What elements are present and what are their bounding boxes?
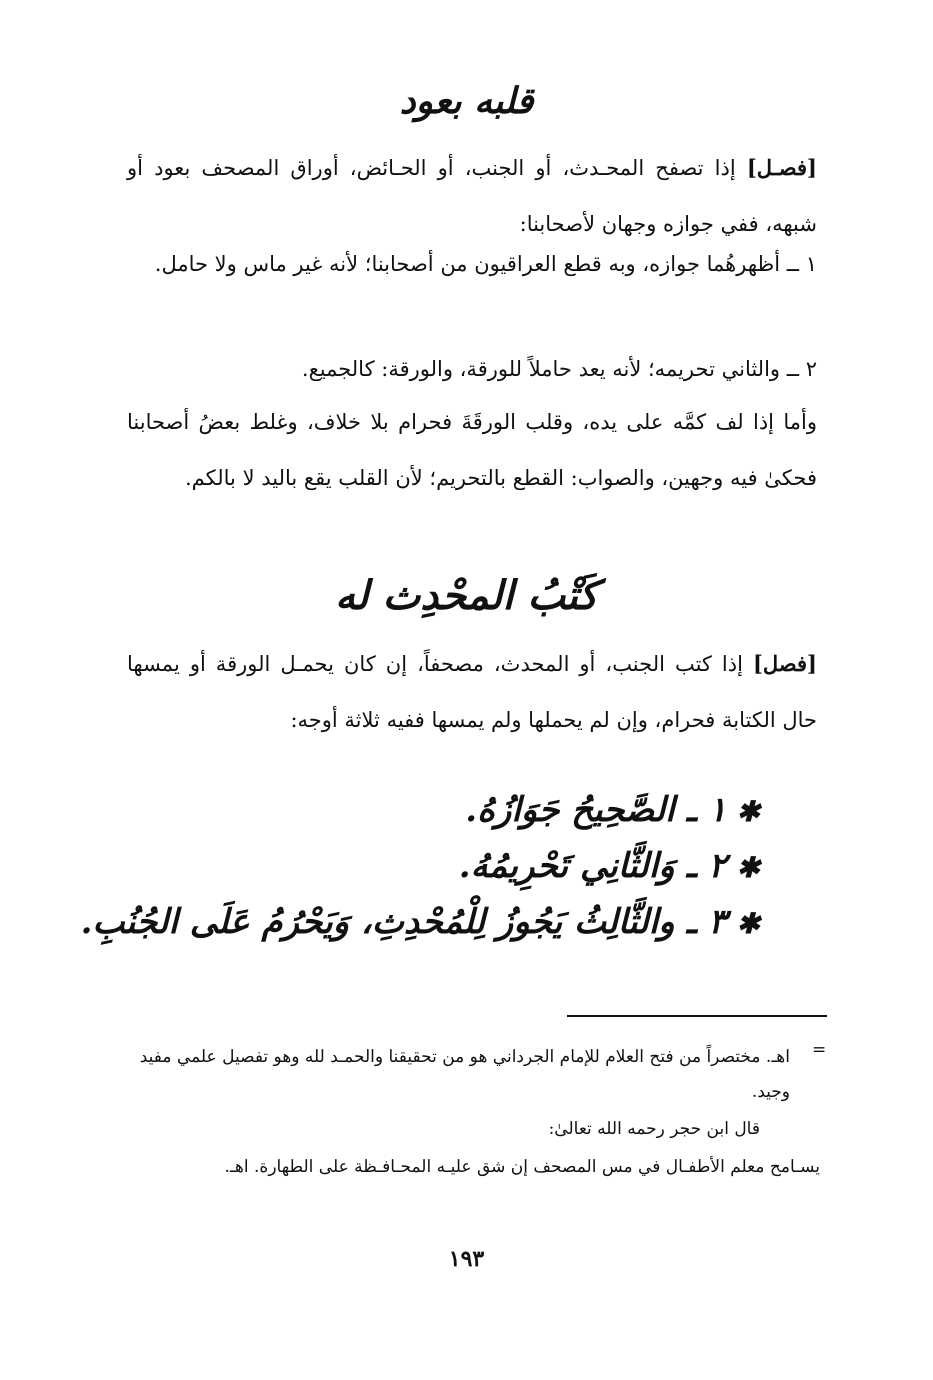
paragraph-sleeve: وأما إذا لف كمَّه على يده، وقلب الورقَةَ فحرام بلا خلاف، وغلط بعضُ أصحابنا فحكىٰ فيه وجهين، والصواب: القطع بالتحريم؛ لأن القلب يقع باليد لا بالكم. — [127, 410, 817, 490]
summary-item: ✱٢ ـ وَالثَّانِي تَحْرِيمُهُ. — [458, 846, 760, 886]
summary-item: ✱١ ـ الصَّحِيحُ جَوَازُهُ. — [465, 790, 760, 830]
footnote-line: يسـامح معلم الأطفـال في مس المصحف إن شق عليـه المحـافـظة على الطهارة. اهـ. — [224, 1157, 820, 1177]
fasl-label: [فصـل] — [746, 155, 817, 180]
footnote-divider — [567, 1015, 827, 1017]
section-heading-writing: كَتْبُ المحْدِث له — [335, 572, 598, 619]
fasl-label: [فصل] — [752, 651, 817, 676]
page-number: ١٩٣ — [448, 1246, 485, 1272]
asterisk-icon: ✱ — [736, 851, 760, 884]
summary-item: ✱٣ ـ والثَّالِثُ يَجُوزُ لِلْمُحْدِثِ، وَيَحْرُمُ عَلَى الجُنُبِ. — [80, 902, 760, 942]
footnote-marker: = — [812, 1040, 827, 1060]
paragraph-text: إذا تصفح المحـدث، أو الجنب، أو الحـائض، أوراق المصحف بعود أو شبهه، ففي جوازه وجهان لأصحابنا: — [127, 156, 817, 236]
asterisk-icon: ✱ — [736, 795, 760, 828]
section-heading-turning-with-stick: قلبه بعود — [399, 80, 534, 122]
footnote-line: قال ابن حجر رحمه الله تعالىٰ: — [548, 1119, 760, 1139]
summary-list — [80, 782, 760, 950]
paragraph-opinion-1: ١ ــ أظهرهُما جوازه، وبه قطع العراقيون من أصحابنا؛ لأنه غير ماس ولا حامل. — [154, 252, 817, 276]
paragraph-opinion-2: ٢ ــ والثاني تحريمه؛ لأنه يعد حاملاً للورقة، والورقة: كالجميع. — [301, 357, 817, 381]
paragraph-writing — [127, 636, 817, 748]
asterisk-icon: ✱ — [736, 907, 760, 940]
footnote-line: اهـ. مختصراً من فتح العلام للإمام الجرداني هو من تحقيقنا والحمـد لله وهو تفصيل علمي مفيد وجيد. — [139, 1047, 790, 1102]
paragraph-text: إذا كتب الجنب، أو المحدث، مصحفاً، إن كان يحمـل الورقة أو يمسها حال الكتابة فحرام، وإن لم يحملها ولم يمسها ففيه ثلاثة أوجه: — [127, 652, 817, 732]
